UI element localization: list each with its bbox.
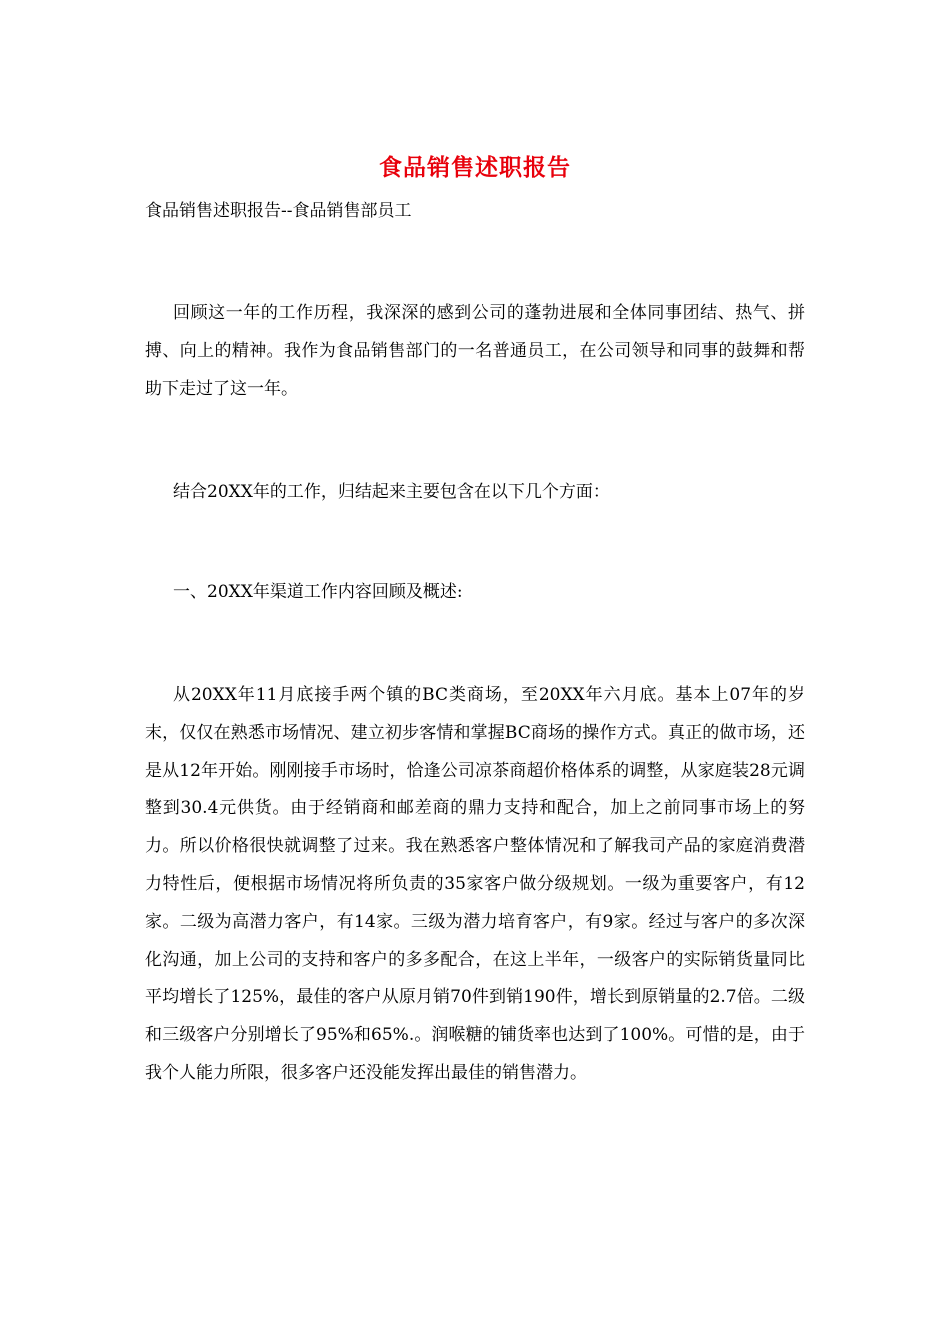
section-heading-channel-review: 一、20XX年渠道工作内容回顾及概述:	[173, 582, 463, 602]
paragraph-summary-intro: 结合20XX年的工作，归结起来主要包含在以下几个方面：	[173, 482, 610, 502]
paragraph-review: 回顾这一年的工作历程，我深深的感到公司的蓬勃进展和全体同事团结、热气、拼搏、向上的精神。我作为食品销售部门的一名普通员工，在公司领导和同事的鼓舞和帮助下走过了这一年。	[145, 303, 805, 399]
paragraph-channel-details: 从20XX年11月底接手两个镇的BC类商场，至20XX年六月底。基本上07年的岁末，仅仅在熟悉市场情况、建立初步客情和掌握BC商场的操作方式。真正的做市场，还是从12年开始。刚刚接手市场时，恰逢公司凉茶商超价格体系的调整，从家庭装28元调整到30.4元供货。由于经销商和邮差商的鼎力支持和配合，加上之前同事市场上的努力。所以价格很快就调整了过来。我在熟悉客户整体情况和了解我司产品的家庭消费潜力特性后，便根据市场情况将所负责的35家客户做分级规划。一级为重要客户，有12家。二级为高潜力客户，有14家。三级为潜力培育客户，有9家。经过与客户的多次深化沟通，加上公司的支持和客户的多多配合，在这上半年，一级客户的实际销货量同比平均增长了125%，最佳的客户从原月销70件到销190件，增长到原销量的2.7倍。二级和三级客户分别增长了95%和65%.。润喉糖的铺货率也达到了100%。可惜的是，由于我个人能力所限，很多客户还没能发挥出最佳的销售潜力。	[145, 685, 805, 1083]
document-title: 食品销售述职报告	[379, 154, 571, 181]
document-subtitle: 食品销售述职报告--食品销售部员工	[145, 201, 412, 221]
